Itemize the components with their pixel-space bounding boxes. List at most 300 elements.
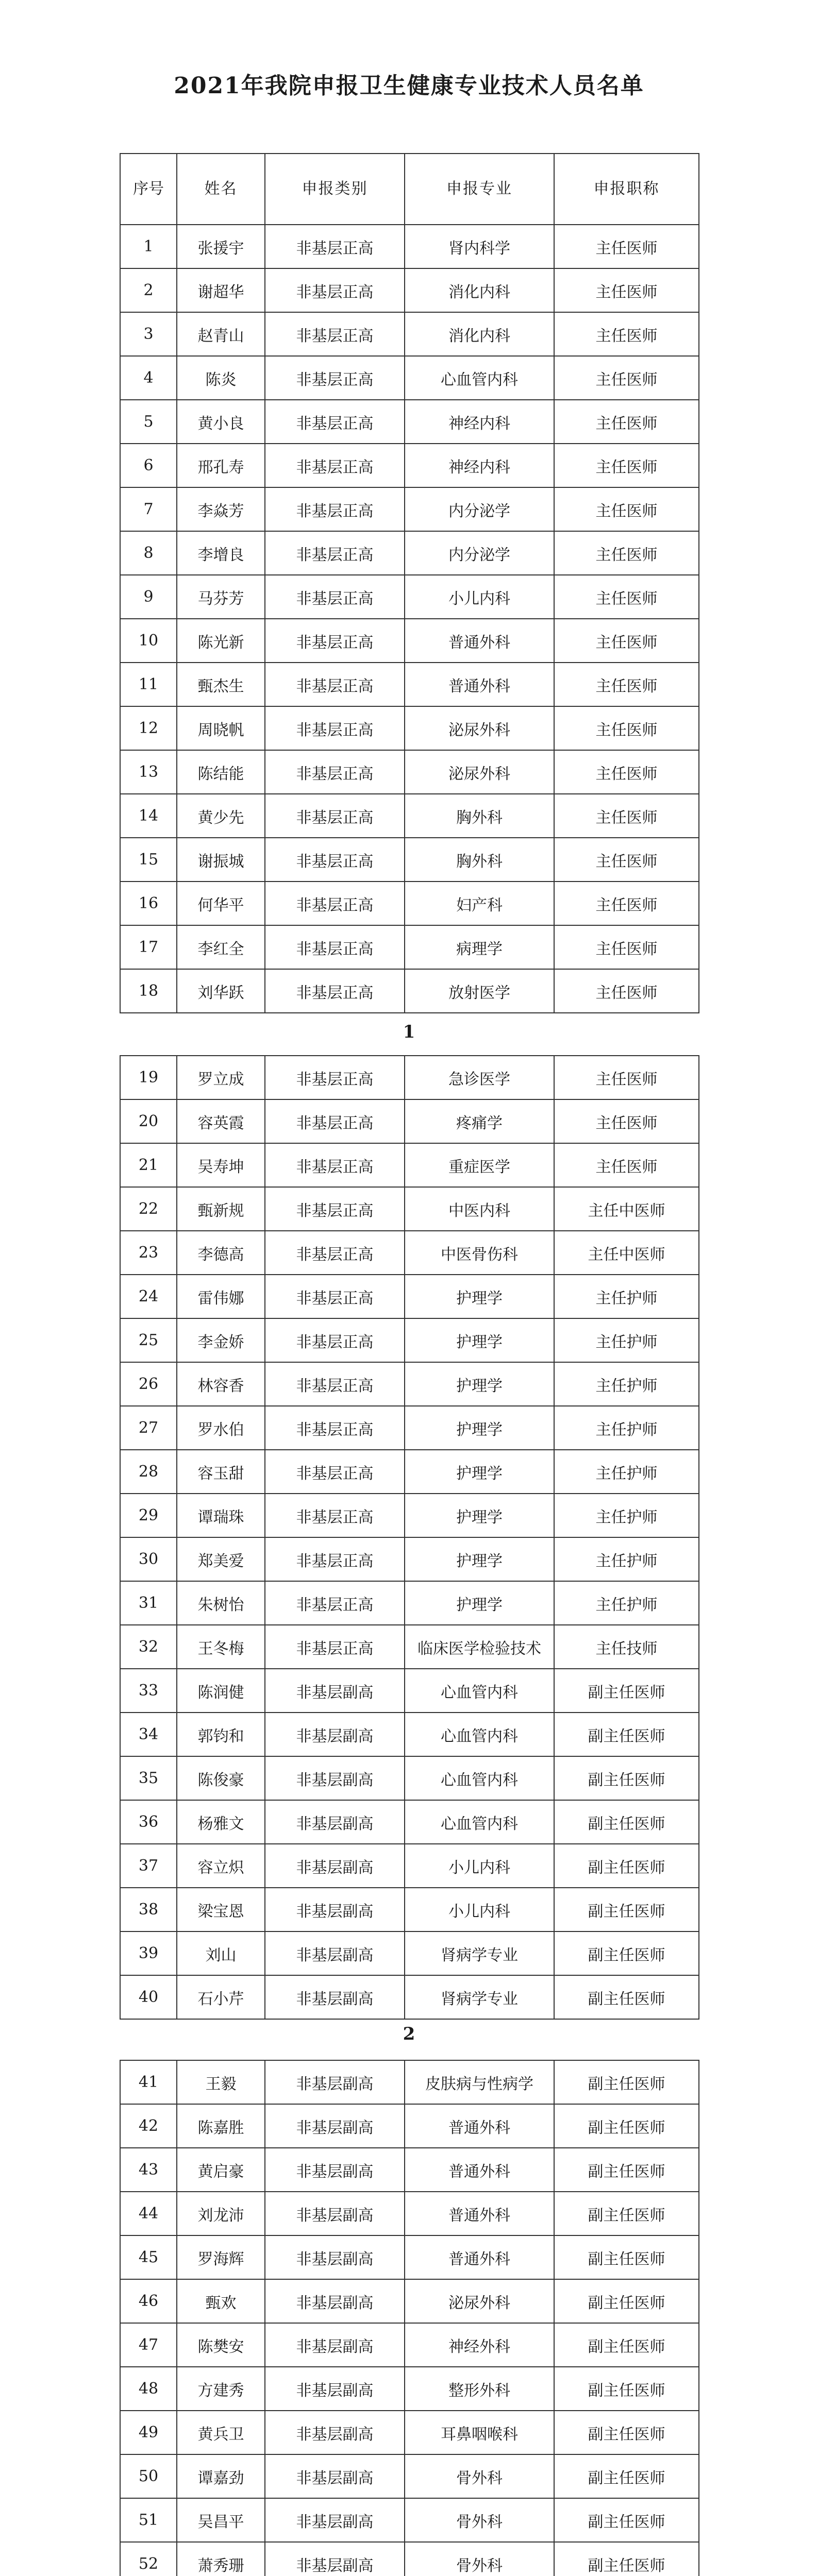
cell-specialty: 病理学	[405, 925, 554, 969]
table-row	[120, 2060, 699, 2104]
cell-position: 主任医师	[554, 619, 699, 663]
cell-specialty: 肾内科学	[405, 225, 554, 268]
cell-name: 何华平	[177, 882, 265, 925]
cell-specialty: 护理学	[405, 1581, 554, 1625]
cell-no: 43	[120, 2148, 177, 2192]
cell-category: 非基层副高	[265, 1975, 405, 2019]
table-row	[120, 1669, 699, 1713]
cell-position: 副主任医师	[554, 1844, 699, 1888]
cell-category: 非基层正高	[265, 706, 405, 750]
cell-name: 张援宇	[177, 225, 265, 268]
cell-no: 5	[120, 400, 177, 444]
cell-specialty: 护理学	[405, 1537, 554, 1581]
cell-position: 副主任医师	[554, 2148, 699, 2192]
cell-position: 主任医师	[554, 1056, 699, 1099]
cell-name: 李增良	[177, 531, 265, 575]
cell-name: 陈嘉胜	[177, 2104, 265, 2148]
table-row	[120, 706, 699, 750]
cell-name: 罗海辉	[177, 2235, 265, 2279]
table-row	[120, 794, 699, 838]
table-row	[120, 882, 699, 925]
cell-no: 28	[120, 1450, 177, 1494]
cell-no: 32	[120, 1625, 177, 1669]
cell-position: 主任医师	[554, 750, 699, 794]
cell-position: 主任医师	[554, 487, 699, 531]
cell-name: 周晓帆	[177, 706, 265, 750]
cell-name: 甄杰生	[177, 663, 265, 706]
cell-name: 吴昌平	[177, 2498, 265, 2542]
table-row	[120, 1800, 699, 1844]
cell-position: 副主任医师	[554, 2279, 699, 2323]
cell-position: 主任中医师	[554, 1231, 699, 1275]
cell-no: 49	[120, 2411, 177, 2454]
cell-category: 非基层正高	[265, 487, 405, 531]
cell-position: 主任医师	[554, 882, 699, 925]
table-row	[120, 1143, 699, 1187]
cell-name: 谭嘉劲	[177, 2454, 265, 2498]
cell-category: 非基层正高	[265, 268, 405, 312]
cell-category: 非基层正高	[265, 1187, 405, 1231]
cell-position: 副主任医师	[554, 1975, 699, 2019]
cell-name: 萧秀珊	[177, 2542, 265, 2576]
cell-position: 主任护师	[554, 1581, 699, 1625]
table-row	[120, 925, 699, 969]
cell-name: 黄启豪	[177, 2148, 265, 2192]
cell-position: 副主任医师	[554, 2454, 699, 2498]
cell-name: 李德高	[177, 1231, 265, 1275]
cell-name: 林容香	[177, 1362, 265, 1406]
table-row	[120, 2498, 699, 2542]
cell-category: 非基层正高	[265, 1099, 405, 1143]
cell-category: 非基层副高	[265, 1669, 405, 1713]
cell-no: 22	[120, 1187, 177, 1231]
cell-no: 45	[120, 2235, 177, 2279]
cell-position: 副主任医师	[554, 1888, 699, 1931]
cell-name: 刘龙沛	[177, 2192, 265, 2235]
table-row	[120, 400, 699, 444]
cell-position: 副主任医师	[554, 2542, 699, 2576]
cell-category: 非基层正高	[265, 619, 405, 663]
cell-category: 非基层正高	[265, 969, 405, 1013]
table-row	[120, 444, 699, 487]
cell-specialty: 普通外科	[405, 2104, 554, 2148]
cell-name: 谢振城	[177, 838, 265, 882]
cell-specialty: 骨外科	[405, 2454, 554, 2498]
cell-name: 陈光新	[177, 619, 265, 663]
cell-name: 谢超华	[177, 268, 265, 312]
cell-name: 梁宝恩	[177, 1888, 265, 1931]
cell-position: 主任护师	[554, 1494, 699, 1537]
table-row	[120, 1362, 699, 1406]
cell-specialty: 临床医学检验技术	[405, 1625, 554, 1669]
cell-specialty: 泌尿外科	[405, 2279, 554, 2323]
cell-name: 陈润健	[177, 1669, 265, 1713]
cell-category: 非基层正高	[265, 1143, 405, 1187]
cell-category: 非基层正高	[265, 575, 405, 619]
cell-no: 51	[120, 2498, 177, 2542]
cell-position: 主任护师	[554, 1275, 699, 1318]
cell-position: 主任医师	[554, 268, 699, 312]
cell-category: 非基层正高	[265, 1537, 405, 1581]
cell-specialty: 泌尿外科	[405, 750, 554, 794]
cell-category: 非基层正高	[265, 225, 405, 268]
cell-no: 30	[120, 1537, 177, 1581]
cell-no: 23	[120, 1231, 177, 1275]
cell-no: 16	[120, 882, 177, 925]
table-row	[120, 2542, 699, 2576]
table-row	[120, 1318, 699, 1362]
cell-category: 非基层正高	[265, 794, 405, 838]
table-row	[120, 1406, 699, 1450]
cell-specialty: 疼痛学	[405, 1099, 554, 1143]
cell-no: 19	[120, 1056, 177, 1099]
cell-specialty: 妇产科	[405, 882, 554, 925]
cell-specialty: 重症医学	[405, 1143, 554, 1187]
cell-position: 主任医师	[554, 925, 699, 969]
page-number: 1	[403, 1022, 415, 1042]
cell-no: 3	[120, 312, 177, 356]
table-row	[120, 2454, 699, 2498]
cell-name: 杨雅文	[177, 1800, 265, 1844]
cell-no: 31	[120, 1581, 177, 1625]
page-table-2	[120, 1055, 698, 2020]
cell-category: 非基层副高	[265, 2411, 405, 2454]
cell-specialty: 小儿内科	[405, 1844, 554, 1888]
cell-specialty: 普通外科	[405, 663, 554, 706]
cell-category: 非基层正高	[265, 1231, 405, 1275]
cell-position: 副主任医师	[554, 2060, 699, 2104]
cell-position: 主任中医师	[554, 1187, 699, 1231]
cell-position: 主任医师	[554, 225, 699, 268]
page-table-3	[120, 2060, 698, 2576]
cell-category: 非基层正高	[265, 1581, 405, 1625]
cell-no: 9	[120, 575, 177, 619]
header-category: 申报类别	[265, 154, 405, 225]
cell-specialty: 普通外科	[405, 2192, 554, 2235]
cell-name: 罗立成	[177, 1056, 265, 1099]
cell-specialty: 心血管内科	[405, 1756, 554, 1800]
table-row	[120, 619, 699, 663]
table-row	[120, 1625, 699, 1669]
cell-specialty: 中医内科	[405, 1187, 554, 1231]
cell-no: 27	[120, 1406, 177, 1450]
cell-position: 主任医师	[554, 400, 699, 444]
table-row	[120, 531, 699, 575]
table-row	[120, 1581, 699, 1625]
cell-category: 非基层正高	[265, 838, 405, 882]
cell-no: 39	[120, 1931, 177, 1975]
cell-specialty: 心血管内科	[405, 356, 554, 400]
cell-no: 41	[120, 2060, 177, 2104]
cell-specialty: 心血管内科	[405, 1669, 554, 1713]
cell-no: 18	[120, 969, 177, 1013]
table-row	[120, 2279, 699, 2323]
cell-specialty: 心血管内科	[405, 1713, 554, 1756]
cell-no: 2	[120, 268, 177, 312]
cell-no: 44	[120, 2192, 177, 2235]
cell-specialty: 整形外科	[405, 2367, 554, 2411]
table-row	[120, 2411, 699, 2454]
cell-category: 非基层副高	[265, 2235, 405, 2279]
cell-position: 主任护师	[554, 1537, 699, 1581]
cell-no: 1	[120, 225, 177, 268]
cell-category: 非基层副高	[265, 1844, 405, 1888]
cell-category: 非基层正高	[265, 663, 405, 706]
cell-position: 主任医师	[554, 663, 699, 706]
cell-specialty: 肾病学专业	[405, 1931, 554, 1975]
cell-no: 8	[120, 531, 177, 575]
cell-name: 郑美爱	[177, 1537, 265, 1581]
cell-name: 邢孔寿	[177, 444, 265, 487]
cell-no: 24	[120, 1275, 177, 1318]
cell-specialty: 护理学	[405, 1450, 554, 1494]
table-row	[120, 1975, 699, 2019]
table-row	[120, 2323, 699, 2367]
cell-category: 非基层副高	[265, 2367, 405, 2411]
table-row	[120, 2235, 699, 2279]
document-title: 2021年我院申报卫生健康专业技术人员名单	[174, 73, 644, 99]
cell-category: 非基层正高	[265, 750, 405, 794]
cell-position: 主任医师	[554, 1099, 699, 1143]
cell-specialty: 骨外科	[405, 2542, 554, 2576]
cell-position: 主任护师	[554, 1450, 699, 1494]
cell-name: 石小芹	[177, 1975, 265, 2019]
header-name: 姓名	[177, 154, 265, 225]
table-row	[120, 1450, 699, 1494]
cell-name: 容英霞	[177, 1099, 265, 1143]
cell-position: 副主任医师	[554, 1800, 699, 1844]
cell-no: 6	[120, 444, 177, 487]
table-row	[120, 750, 699, 794]
cell-category: 非基层正高	[265, 1275, 405, 1318]
table-row	[120, 2367, 699, 2411]
cell-name: 郭钧和	[177, 1713, 265, 1756]
cell-name: 黄兵卫	[177, 2411, 265, 2454]
cell-position: 副主任医师	[554, 1931, 699, 1975]
cell-no: 25	[120, 1318, 177, 1362]
cell-name: 陈樊安	[177, 2323, 265, 2367]
cell-category: 非基层正高	[265, 356, 405, 400]
table-row	[120, 1056, 699, 1099]
cell-category: 非基层正高	[265, 312, 405, 356]
cell-position: 副主任医师	[554, 2498, 699, 2542]
cell-name: 甄新规	[177, 1187, 265, 1231]
cell-specialty: 护理学	[405, 1494, 554, 1537]
cell-name: 容立炽	[177, 1844, 265, 1888]
table-row	[120, 1537, 699, 1581]
cell-no: 11	[120, 663, 177, 706]
cell-position: 主任医师	[554, 531, 699, 575]
cell-no: 50	[120, 2454, 177, 2498]
cell-specialty: 普通外科	[405, 619, 554, 663]
table-row	[120, 487, 699, 531]
table-row	[120, 969, 699, 1013]
cell-category: 非基层正高	[265, 444, 405, 487]
cell-name: 刘山	[177, 1931, 265, 1975]
cell-position: 主任医师	[554, 794, 699, 838]
cell-no: 35	[120, 1756, 177, 1800]
cell-category: 非基层正高	[265, 882, 405, 925]
cell-category: 非基层副高	[265, 1800, 405, 1844]
cell-name: 刘华跃	[177, 969, 265, 1013]
cell-category: 非基层副高	[265, 2542, 405, 2576]
cell-position: 主任护师	[554, 1362, 699, 1406]
header-no: 序号	[120, 154, 177, 225]
table-row	[120, 1275, 699, 1318]
cell-category: 非基层副高	[265, 2279, 405, 2323]
cell-no: 42	[120, 2104, 177, 2148]
cell-no: 13	[120, 750, 177, 794]
cell-no: 10	[120, 619, 177, 663]
cell-category: 非基层正高	[265, 1494, 405, 1537]
cell-position: 主任医师	[554, 356, 699, 400]
cell-no: 26	[120, 1362, 177, 1406]
cell-no: 34	[120, 1713, 177, 1756]
cell-no: 48	[120, 2367, 177, 2411]
cell-name: 李焱芳	[177, 487, 265, 531]
cell-specialty: 骨外科	[405, 2498, 554, 2542]
cell-specialty: 护理学	[405, 1406, 554, 1450]
cell-position: 副主任医师	[554, 2192, 699, 2235]
cell-specialty: 中医骨伤科	[405, 1231, 554, 1275]
cell-specialty: 皮肤病与性病学	[405, 2060, 554, 2104]
cell-specialty: 放射医学	[405, 969, 554, 1013]
cell-no: 46	[120, 2279, 177, 2323]
header-specialty: 申报专业	[405, 154, 554, 225]
cell-specialty: 小儿内科	[405, 1888, 554, 1931]
cell-specialty: 普通外科	[405, 2235, 554, 2279]
roster-table	[120, 2060, 699, 2576]
cell-no: 20	[120, 1099, 177, 1143]
cell-no: 37	[120, 1844, 177, 1888]
cell-name: 赵青山	[177, 312, 265, 356]
cell-name: 黄少先	[177, 794, 265, 838]
cell-specialty: 普通外科	[405, 2148, 554, 2192]
table-row	[120, 2148, 699, 2192]
table-row	[120, 663, 699, 706]
table-row	[120, 2104, 699, 2148]
page-table-1	[120, 153, 698, 1013]
cell-position: 副主任医师	[554, 2235, 699, 2279]
cell-name: 方建秀	[177, 2367, 265, 2411]
cell-specialty: 胸外科	[405, 838, 554, 882]
cell-no: 14	[120, 794, 177, 838]
cell-category: 非基层正高	[265, 925, 405, 969]
cell-specialty: 消化内科	[405, 268, 554, 312]
cell-category: 非基层副高	[265, 1931, 405, 1975]
cell-specialty: 急诊医学	[405, 1056, 554, 1099]
cell-category: 非基层副高	[265, 1888, 405, 1931]
cell-no: 38	[120, 1888, 177, 1931]
table-row	[120, 1099, 699, 1143]
cell-no: 4	[120, 356, 177, 400]
roster-table	[120, 153, 699, 1013]
cell-name: 陈俊豪	[177, 1756, 265, 1800]
cell-no: 12	[120, 706, 177, 750]
cell-position: 副主任医师	[554, 2411, 699, 2454]
cell-specialty: 内分泌学	[405, 531, 554, 575]
table-row	[120, 838, 699, 882]
cell-category: 非基层副高	[265, 1713, 405, 1756]
cell-name: 马芬芳	[177, 575, 265, 619]
cell-specialty: 神经外科	[405, 2323, 554, 2367]
cell-position: 主任技师	[554, 1625, 699, 1669]
table-row	[120, 356, 699, 400]
table-row	[120, 1231, 699, 1275]
roster-table	[120, 1055, 699, 2020]
cell-category: 非基层副高	[265, 2104, 405, 2148]
cell-category: 非基层副高	[265, 2192, 405, 2235]
cell-name: 陈结能	[177, 750, 265, 794]
cell-category: 非基层正高	[265, 1450, 405, 1494]
cell-no: 21	[120, 1143, 177, 1187]
cell-no: 47	[120, 2323, 177, 2367]
table-row	[120, 225, 699, 268]
table-row	[120, 1888, 699, 1931]
cell-position: 副主任医师	[554, 1756, 699, 1800]
cell-specialty: 胸外科	[405, 794, 554, 838]
cell-name: 李金娇	[177, 1318, 265, 1362]
table-row	[120, 268, 699, 312]
cell-name: 陈炎	[177, 356, 265, 400]
table-row	[120, 1494, 699, 1537]
cell-specialty: 护理学	[405, 1318, 554, 1362]
cell-position: 副主任医师	[554, 2323, 699, 2367]
cell-specialty: 耳鼻咽喉科	[405, 2411, 554, 2454]
cell-name: 王冬梅	[177, 1625, 265, 1669]
cell-position: 副主任医师	[554, 1713, 699, 1756]
cell-no: 33	[120, 1669, 177, 1713]
cell-specialty: 神经内科	[405, 444, 554, 487]
cell-position: 主任医师	[554, 575, 699, 619]
cell-category: 非基层正高	[265, 1318, 405, 1362]
cell-name: 甄欢	[177, 2279, 265, 2323]
cell-category: 非基层正高	[265, 400, 405, 444]
cell-category: 非基层副高	[265, 2148, 405, 2192]
table-row	[120, 2192, 699, 2235]
cell-name: 王毅	[177, 2060, 265, 2104]
cell-position: 副主任医师	[554, 2367, 699, 2411]
cell-name: 李红全	[177, 925, 265, 969]
cell-name: 容玉甜	[177, 1450, 265, 1494]
cell-no: 29	[120, 1494, 177, 1537]
cell-position: 副主任医师	[554, 1669, 699, 1713]
cell-specialty: 心血管内科	[405, 1800, 554, 1844]
cell-category: 非基层正高	[265, 1362, 405, 1406]
cell-no: 17	[120, 925, 177, 969]
cell-category: 非基层副高	[265, 2323, 405, 2367]
cell-position: 主任护师	[554, 1406, 699, 1450]
header-row	[120, 154, 699, 225]
cell-position: 主任医师	[554, 838, 699, 882]
page-number: 2	[403, 2024, 415, 2044]
cell-no: 40	[120, 1975, 177, 2019]
table-row	[120, 1931, 699, 1975]
cell-category: 非基层正高	[265, 1406, 405, 1450]
cell-category: 非基层正高	[265, 1625, 405, 1669]
cell-no: 15	[120, 838, 177, 882]
cell-specialty: 护理学	[405, 1362, 554, 1406]
cell-no: 7	[120, 487, 177, 531]
cell-specialty: 肾病学专业	[405, 1975, 554, 2019]
cell-category: 非基层正高	[265, 531, 405, 575]
cell-category: 非基层副高	[265, 2498, 405, 2542]
cell-specialty: 泌尿外科	[405, 706, 554, 750]
cell-specialty: 小儿内科	[405, 575, 554, 619]
cell-specialty: 神经内科	[405, 400, 554, 444]
cell-specialty: 护理学	[405, 1275, 554, 1318]
table-row	[120, 575, 699, 619]
